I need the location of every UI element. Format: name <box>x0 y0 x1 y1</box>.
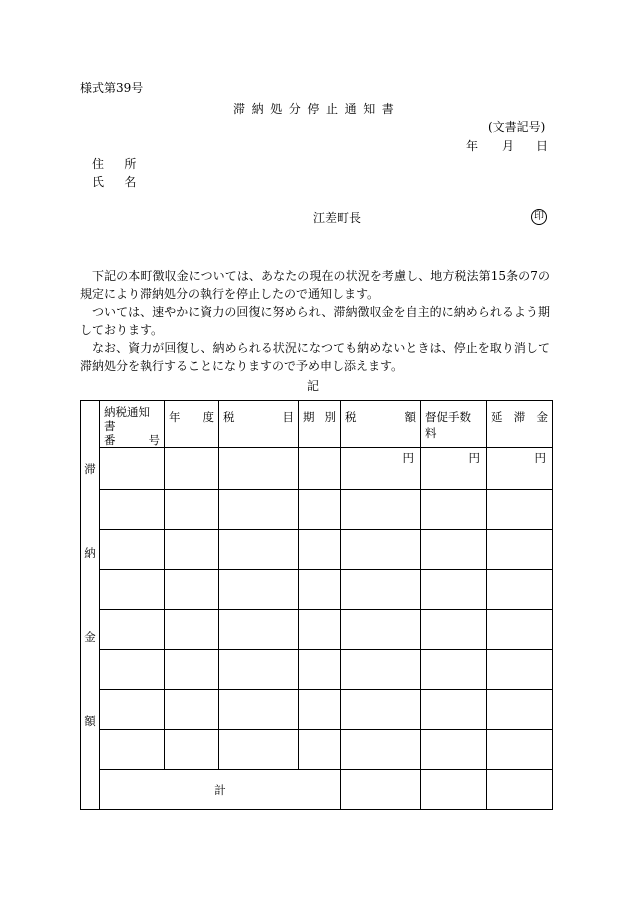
header-text: 期 <box>303 410 315 424</box>
header-late-charge <box>487 401 553 448</box>
header-text: 年 <box>169 410 181 424</box>
yen-unit: 円 <box>468 451 480 465</box>
header-text: 税 <box>223 410 235 424</box>
header-text: 督促手数料 <box>425 410 471 440</box>
document-symbol: (文書記号) <box>488 120 546 134</box>
address-label: 住所 <box>92 157 157 171</box>
seal-label: 印 <box>534 211 544 222</box>
header-notice-number-line1: 納税通知書 <box>104 405 150 433</box>
side-char: 納 <box>84 546 96 560</box>
table-row <box>81 448 553 490</box>
side-char: 額 <box>84 714 96 728</box>
header-text: 別 <box>324 410 336 424</box>
table-row <box>81 490 553 530</box>
issuer-name: 江差町長 <box>313 211 362 225</box>
total-late-charge <box>487 770 553 810</box>
header-text: 度 <box>202 410 214 424</box>
header-text: 目 <box>282 410 294 424</box>
table-row <box>81 570 553 610</box>
header-text: 号 <box>148 433 160 447</box>
header-tax-amount <box>341 401 421 448</box>
arrears-table <box>80 400 553 810</box>
header-fiscal-year <box>165 401 219 448</box>
side-char: 滞 <box>84 462 96 476</box>
header-notice-number <box>100 401 165 448</box>
header-text: 番 <box>104 433 116 447</box>
record-label: 記 <box>307 379 320 393</box>
total-reminder-fee <box>421 770 487 810</box>
table-total-row <box>81 770 553 810</box>
table-row <box>81 650 553 690</box>
paragraph-2: ついては、速やかに資力の回復に努められ、滞納徴収金を自主的に納められるよう期しております。 <box>80 305 550 337</box>
yen-unit: 円 <box>534 451 546 465</box>
paragraph-3: なお、資力が回復し、納められる状況になつても納めないときは、停止を取り消して滞納処分を執行することになりますので予め申し添えます。 <box>80 341 550 373</box>
form-number: 様式第39号 <box>80 81 144 95</box>
name-label: 氏名 <box>92 175 157 189</box>
table-row <box>81 690 553 730</box>
yen-unit: 円 <box>402 451 414 465</box>
notice-body <box>80 267 550 375</box>
total-tax-amount <box>341 770 421 810</box>
header-text: 税 <box>345 410 357 424</box>
paragraph-1: 下記の本町徴収金については、あなたの現在の状況を考慮し、地方税法第15条の7の規定により滞納処分の執行を停止したので通知します。 <box>80 269 550 301</box>
date-month: 月 <box>502 139 515 153</box>
date-year: 年 <box>466 139 479 153</box>
header-text: 金 <box>536 410 548 424</box>
header-tax-item <box>219 401 299 448</box>
header-text: 延 <box>491 410 503 424</box>
header-text: 滞 <box>513 410 526 424</box>
header-reminder-fee <box>421 401 487 448</box>
total-text: 計 <box>214 782 226 797</box>
document-title: 滞納処分停止通知書 <box>233 102 401 116</box>
table-row <box>81 730 553 770</box>
header-period <box>299 401 341 448</box>
seal-mark <box>531 209 547 225</box>
date-day: 日 <box>536 139 549 153</box>
table-row <box>81 530 553 570</box>
table-row <box>81 610 553 650</box>
table-header-row <box>81 401 553 448</box>
total-label <box>100 770 341 810</box>
header-text: 額 <box>404 410 416 424</box>
side-char: 金 <box>84 630 96 644</box>
side-label-cell <box>81 401 100 810</box>
